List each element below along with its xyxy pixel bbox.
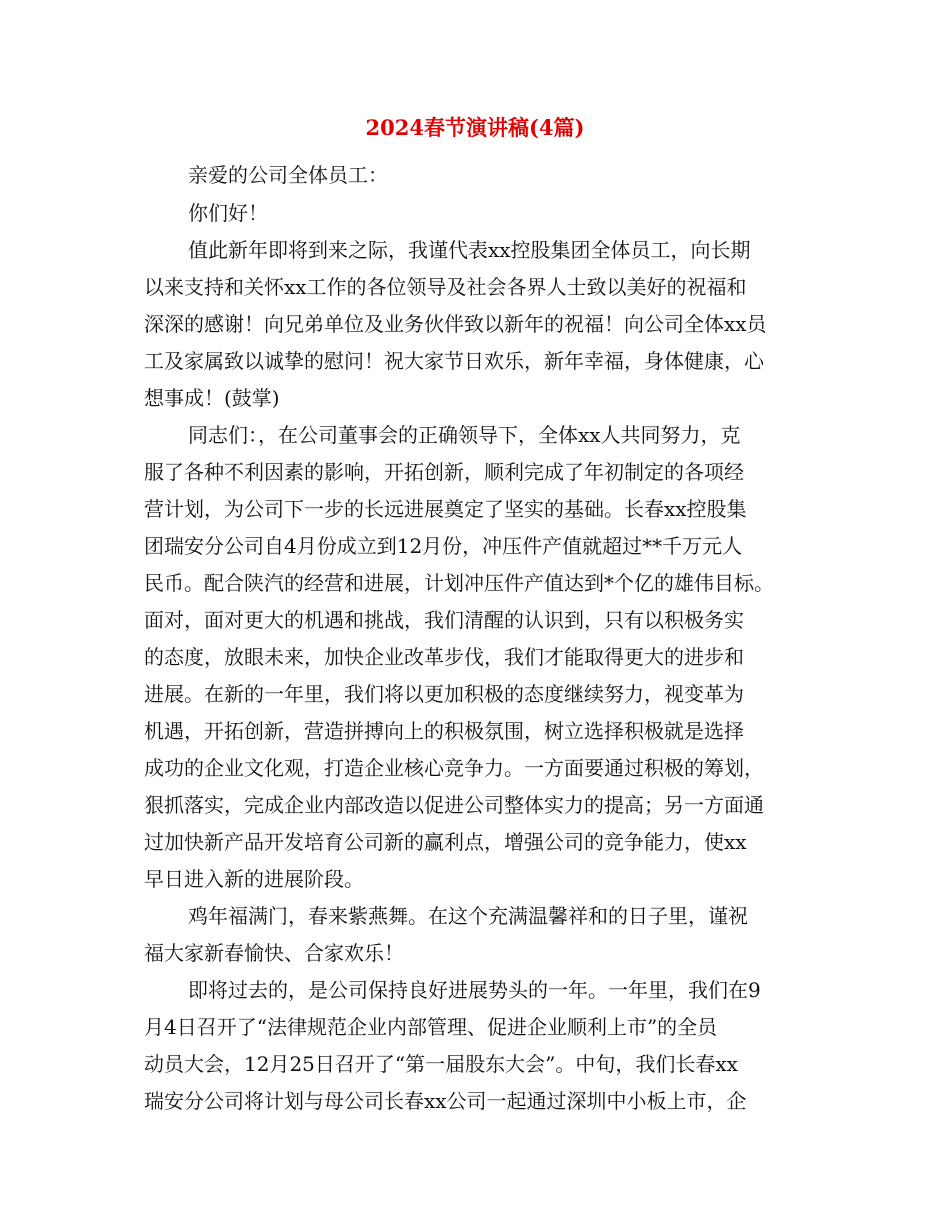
paragraph-line: 服了各种不利因素的影响，开拓创新，顺利完成了年初制定的各项经 xyxy=(144,460,744,484)
paragraph-line: 值此新年即将到来之际，我谨代表xx控股集团全体员工，向长期 xyxy=(188,238,751,262)
paragraph-line: 福大家新春愉快、合家欢乐！ xyxy=(144,941,404,965)
paragraph-line: 深深的感谢！向兄弟单位及业务伙伴致以新年的祝福！向公司全体xx员 xyxy=(144,312,767,336)
paragraph-line: 动员大会，12月25日召开了“第一届股东大会”。中旬，我们长春xx xyxy=(144,1052,738,1076)
paragraph-line: 鸡年福满门，春来紫燕舞。在这个充满温馨祥和的日子里，谨祝 xyxy=(188,904,748,928)
paragraph-line: 成功的企业文化观，打造企业核心竞争力。一方面要通过积极的筹划， xyxy=(144,756,764,780)
paragraph-line: 营计划，为公司下一步的长远进展奠定了坚实的基础。长春xx控股集 xyxy=(144,497,747,521)
document-title: 2024春节演讲稿(4篇) xyxy=(365,115,585,140)
paragraph-line: 同志们：，在公司董事会的正确领导下，全体xx人共同努力，克 xyxy=(188,423,741,447)
paragraph-line: 过加快新产品开发培育公司新的赢利点，增强公司的竞争能力，使xx xyxy=(144,830,747,854)
paragraph-line: 进展。在新的一年里，我们将以更加积极的态度继续努力，视变革为 xyxy=(144,682,744,706)
paragraph-line: 团瑞安分公司自4月份成立到12月份，冲压件产值就超过**千万元人 xyxy=(144,534,743,558)
paragraph-line: 以来支持和关怀xx工作的各位领导及社会各界人士致以美好的祝福和 xyxy=(144,275,747,299)
paragraph-line: 月4日召开了“法律规范企业内部管理、促进企业顺利上市”的全员 xyxy=(144,1015,718,1039)
paragraph-line: 民币。配合陕汽的经营和进展，计划冲压件产值达到*个亿的雄伟目标。 xyxy=(144,571,774,595)
greeting-line: 你们好！ xyxy=(188,201,268,225)
salutation-line: 亲爱的公司全体员工： xyxy=(188,163,388,187)
paragraph-line: 的态度，放眼未来，加快企业改革步伐，我们才能取得更大的进步和 xyxy=(144,645,744,669)
paragraph-line: 狠抓落实，完成企业内部改造以促进公司整体实力的提高；另一方面通 xyxy=(144,793,764,817)
paragraph-line: 瑞安分公司将计划与母公司长春xx公司一起通过深圳中小板上市，企 xyxy=(144,1089,747,1113)
paragraph-line: 工及家属致以诚挚的慰问！祝大家节日欢乐，新年幸福，身体健康，心 xyxy=(144,349,764,373)
paragraph-line: 早日进入新的进展阶段。 xyxy=(144,867,364,891)
paragraph-line: 即将过去的，是公司保持良好进展势头的一年。一年里，我们在9 xyxy=(188,978,761,1002)
paragraph-line: 想事成！(鼓掌) xyxy=(144,386,280,410)
paragraph-line: 面对，面对更大的机遇和挑战，我们清醒的认识到，只有以积极务实 xyxy=(144,608,744,632)
paragraph-line: 机遇，开拓创新，营造拼搏向上的积极氛围，树立选择积极就是选择 xyxy=(144,719,744,743)
